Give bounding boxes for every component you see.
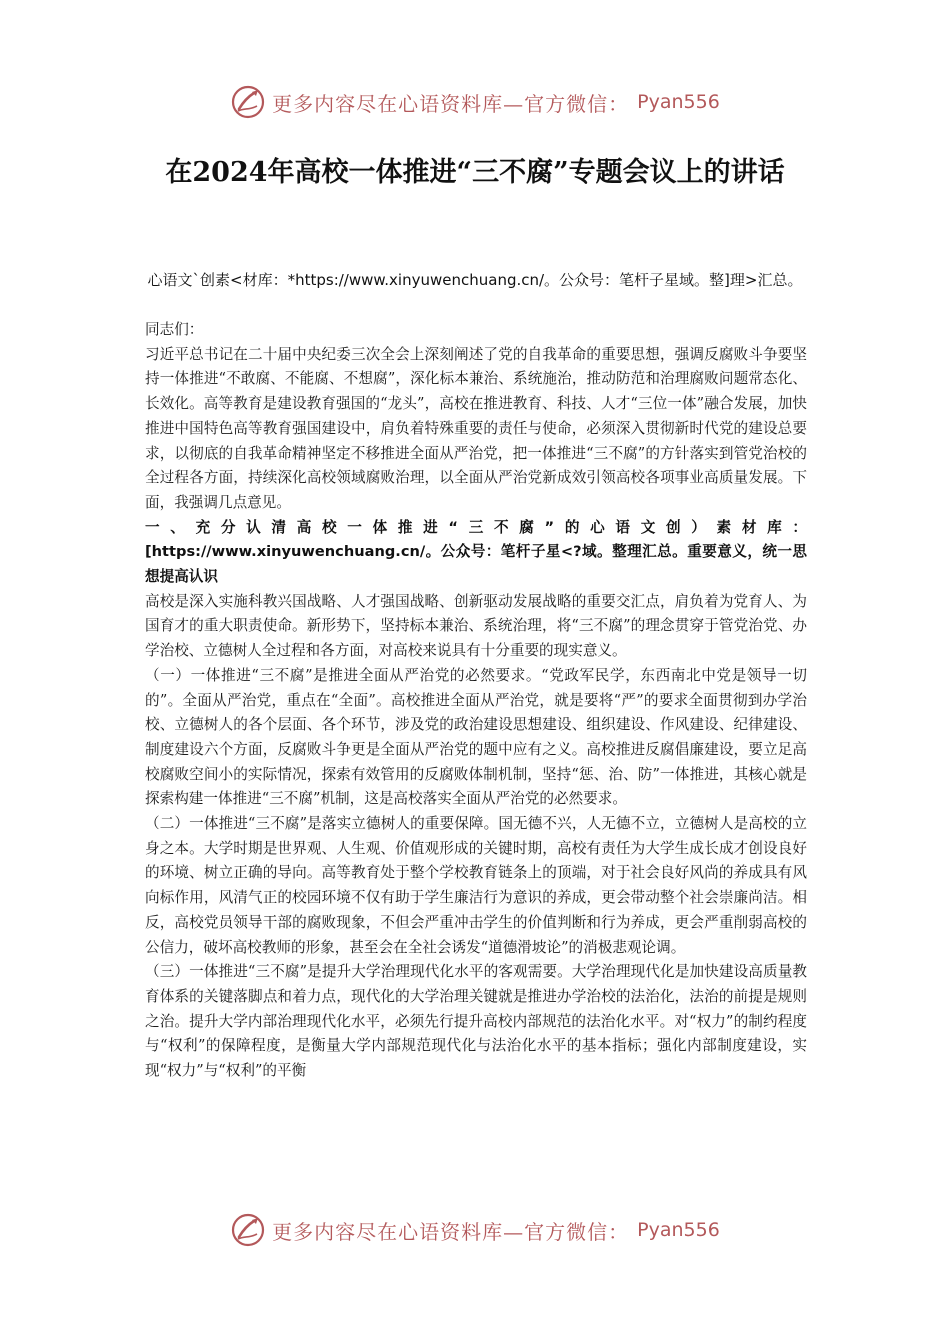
pen-logo-icon bbox=[230, 1212, 266, 1248]
paragraph: （三）一体推进“三不腐”是提升大学治理现代化水平的客观需要。大学治理现代化是加快建设高质量教育体系的关键落脚点和着力点，现代化的大学治理关键就是推进办学治校的法治化，法治的前提是规则之治。提升大学内部治理现代化水平，必须先行提升高校内部规范的法治化水平。对“权力”的制约程度与“权利”的保障程度，是衡量大学内部规范现代化与法治化水平的基本指标；强化内部制度建设，实现“权力”与“权利”的平衡 bbox=[145, 963, 807, 1080]
document-body bbox=[145, 318, 807, 1084]
salutation: 同志们： bbox=[145, 321, 204, 338]
banner-text: 更多内容尽在心语资料库—官方微信： bbox=[272, 1219, 630, 1244]
banner-wechat-id: Pyan556 bbox=[637, 91, 720, 113]
paragraph: 高校是深入实施科教兴国战略、人才强国战略、创新驱动发展战略的重要交汇点，肩负着为党育人、为国育才的重大职责使命。新形势下，坚持标本兼治、系统治理，将“三不腐”的理念贯穿于管党治党、办学治校、立德树人全过程和各方面，对高校来说具有十分重要的现实意义。 bbox=[145, 592, 807, 660]
paragraph: 习近平总书记在二十届中央纪委三次全会上深刻阐述了党的自我革命的重要思想，强调反腐败斗争要坚持一体推进“不敢腐、不能腐、不想腐”，深化标本兼治、系统施治，推动防范和治理腐败问题常态化、长效化。高等教育是建设教育强国的“龙头”，高校在推进教育、科技、人才“三位一体”融合发展，加快推进中国特色高等教育强国建设中，肩负着特殊重要的责任与使命，必须深入贯彻新时代党的建设总要求，以彻底的自我革命精神坚定不移推进全面从严治党，把一体推进“三不腐”的方针落实到管党治校的全过程各方面，持续深化高校领域腐败治理，以全面从严治党新成效引领高校各项事业高质量发展。下面，我强调几点意见。 bbox=[145, 345, 807, 511]
source-note: 心语文`创素<材库：*https://www.xinyuwenchuang.cn/。公众号：笔杆子星域。整]理>汇总。 bbox=[147, 271, 803, 289]
pen-logo-icon bbox=[230, 84, 266, 120]
paragraph: （一）一体推进“三不腐”是推进全面从严治党的必然要求。“党政军民学，东西南北中党是领导一切的”。全面从严治党，重点在“全面”。高校推进全面从严治党，就是要将“严”的要求全面贯彻到办学治校、立德树人的各个层面、各个环节，涉及党的政治建设思想建设、组织建设、作风建设、纪律建设、制度建设六个方面，反腐败斗争更是全面从严治党的题中应有之义。高校推进反腐倡廉建设，要立足高校腐败空间小的实际情况，探索有效管用的反腐败体制机制，坚持“惩、治、防”一体推进，其核心就是探索构建一体推进“三不腐”机制，这是高校落实全面从严治党的必然要求。 bbox=[145, 666, 807, 808]
document-title: 在2024年高校一体推进“三不腐”专题会议上的讲话 bbox=[165, 157, 785, 188]
header-banner[interactable] bbox=[0, 82, 950, 122]
section-heading: 一、充分认清高校一体推进“三不腐”的心语文创）素材库：[https://www.xinyuwenchuang.cn/。公众号：笔杆子星<?域。整理汇总。重要意义，统一思想提高认识 bbox=[145, 518, 807, 586]
banner-text: 更多内容尽在心语资料库—官方微信： bbox=[272, 91, 630, 116]
paragraph: （二）一体推进“三不腐”是落实立德树人的重要保障。国无德不兴，人无德不立，立德树人是高校的立身之本。大学时期是世界观、人生观、价值观形成的关键时期，高校有责任为大学生成长成才创设良好的环境、树立正确的导向。高等教育处于整个学校教育链条上的顶端，对于社会良好风尚的养成具有风向标作用，风清气正的校园环境不仅有助于学生廉洁行为意识的养成，更会带动整个社会崇廉尚洁。相反，高校党员领导干部的腐败现象，不但会严重冲击学生的价值判断和行为养成，更会严重削弱高校的公信力，破坏高校教师的形象，甚至会在全社会诱发“道德滑坡论”的消极悲观论调。 bbox=[145, 815, 807, 956]
footer-banner[interactable] bbox=[0, 1210, 950, 1250]
banner-wechat-id: Pyan556 bbox=[637, 1219, 720, 1241]
